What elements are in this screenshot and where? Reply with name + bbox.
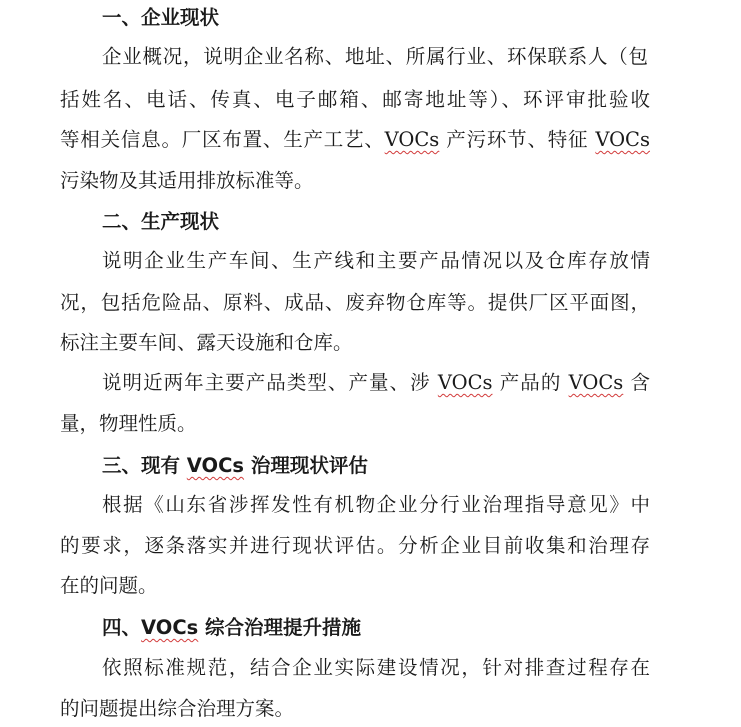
spellcheck-underline: VOCs (568, 371, 624, 394)
paragraph-line: 说明近两年主要产品类型、产量、涉 VOCs 产品的 VOCs 含 (102, 371, 651, 394)
section-3-heading: 三、现有 VOCs 治理现状评估 (102, 454, 368, 477)
paragraph-line: 企业概况，说明企业名称、地址、所属行业、环保联系人（包 (102, 45, 648, 68)
paragraph-line: 污染物及其适用排放标准等。 (60, 169, 314, 192)
paragraph-line: 量，物理性质。 (60, 412, 197, 435)
paragraph-line: 说明企业生产车间、生产线和主要产品情况以及仓库存放情 (102, 249, 650, 272)
paragraph-line: 括姓名、电话、传真、电子邮箱、邮寄地址等）、环评审批验收 (60, 88, 650, 111)
paragraph-line: 的问题提出综合治理方案。 (60, 697, 295, 720)
paragraph-line: 等相关信息。厂区布置、生产工艺、VOCs 产污环节、特征 VOCs (60, 128, 650, 151)
section-2-heading: 二、生产现状 (102, 210, 220, 233)
paragraph-line: 况，包括危险品、原料、成品、废弃物仓库等。提供厂区平面图， (60, 291, 650, 314)
spellcheck-underline: VOCs (384, 128, 440, 151)
spellcheck-underline: VOCs (595, 128, 650, 151)
paragraph-line: 标注主要车间、露天设施和仓库。 (60, 331, 353, 354)
spellcheck-underline: VOCs (437, 371, 493, 394)
paragraph-line: 依照标准规范，结合企业实际建设情况，针对排查过程存在 (102, 656, 650, 679)
section-4-heading: 四、VOCs 综合治理提升措施 (102, 616, 362, 639)
paragraph-line: 的要求，逐条落实并进行现状评估。分析企业目前收集和治理存 (60, 534, 650, 557)
paragraph-line: 根据《山东省涉挥发性有机物企业分行业治理指导意见》中 (102, 493, 650, 516)
section-1-heading: 一、企业现状 (102, 6, 220, 29)
paragraph-line: 在的问题。 (60, 574, 158, 597)
